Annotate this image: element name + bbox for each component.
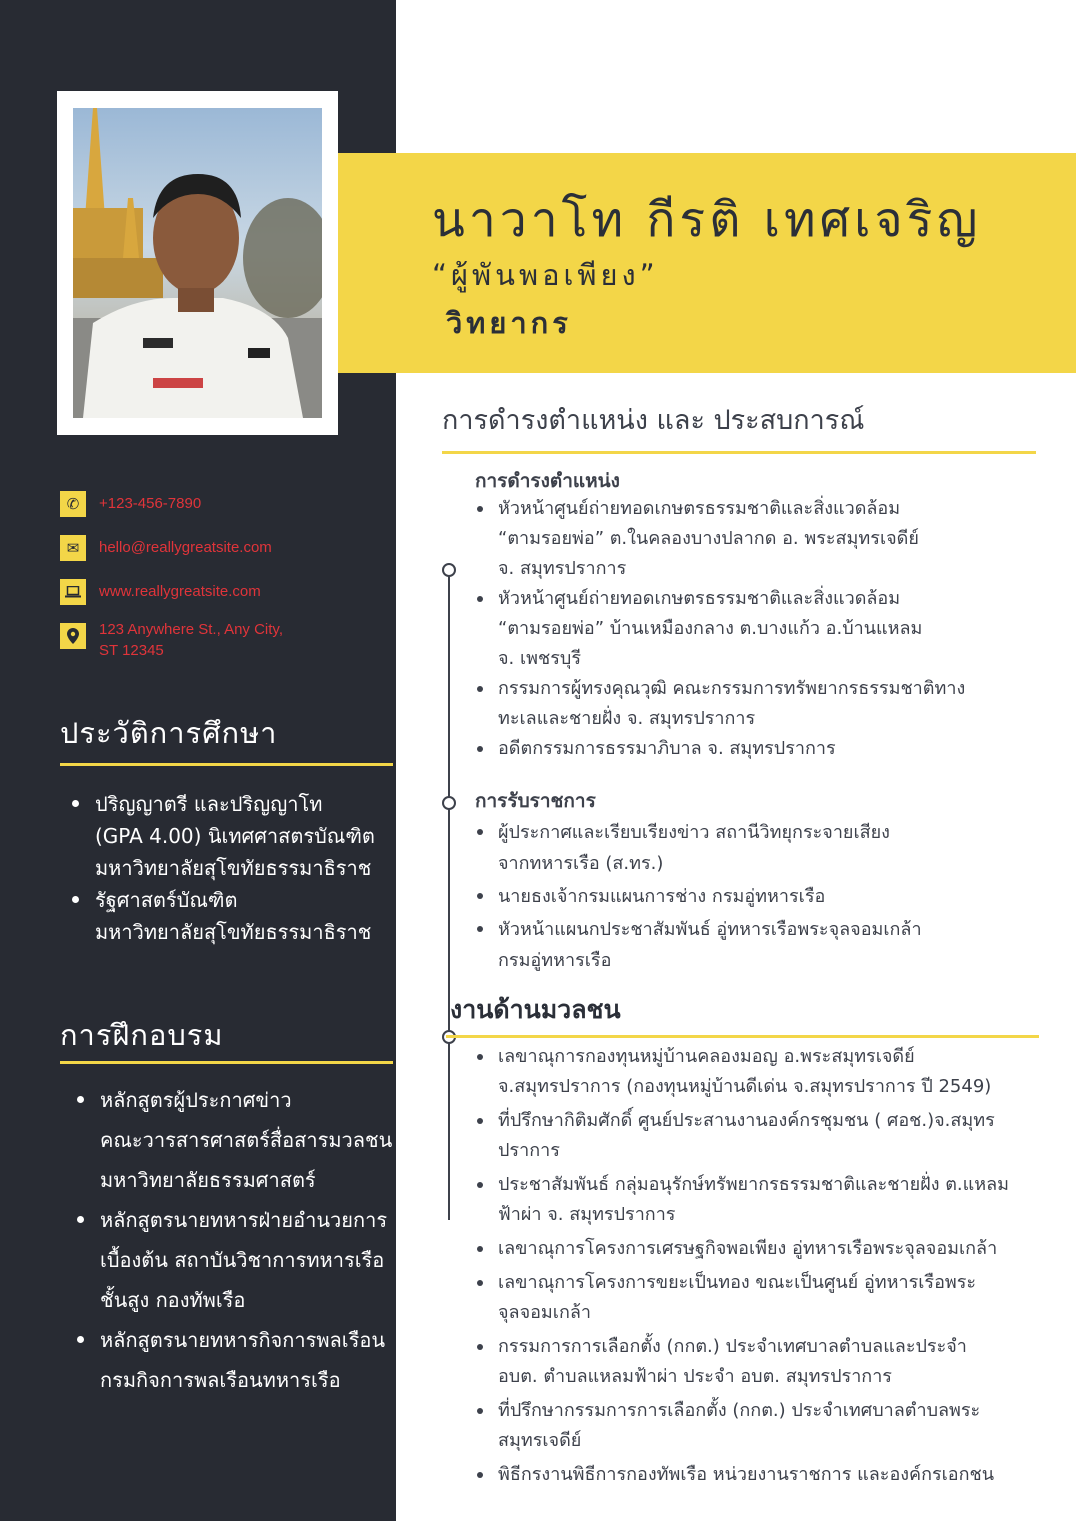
- list-item: หลักสูตรนายทหารฝ่ายอำนวยการ เบื้องต้น สถาบันวิชาการทหารเรือ ชั้นสูง กองทัพเรือ: [75, 1200, 390, 1320]
- list-item: หัวหน้าศูนย์ถ่ายทอดเกษตรธรรมชาติและสิ่งแวดล้อม “ตามรอยพ่อ” บ้านเหมืองกลาง ต.บางแก้ว อ.บ้านแหลม จ. เพชรบุรี: [475, 584, 1065, 674]
- website-text[interactable]: www.reallygreatsite.com: [99, 583, 261, 600]
- contact-website: [60, 579, 380, 605]
- list-item: ปริญญาตรี และปริญญาโท (GPA 4.00) นิเทศศาสตรบัณฑิต มหาวิทยาลัยสุโขทัยธรรมาธิราช: [70, 788, 390, 884]
- list-item: ผู้ประกาศและเรียบเรียงข่าว สถานีวิทยุกระจายเสียง จากทหารเรือ (ส.ทร.): [475, 817, 1065, 879]
- media-list: [475, 1042, 1065, 1490]
- experience-divider: [442, 451, 1036, 454]
- profile-photo: [73, 108, 322, 418]
- list-item: นายธงเจ้ากรมแผนการช่าง กรมอู่ทหารเรือ: [475, 881, 1065, 912]
- list-item: กรรมการการเลือกตั้ง (กกต.) ประจำเทศบาลตำบลและประจำ อบต. ตำบลแหลมฟ้าผ่า ประจำ อบต. สมุทรปราการ: [475, 1332, 1065, 1392]
- list-item: กรรมการผู้ทรงคุณวุฒิ คณะกรรมการทรัพยากรธรรมชาติทาง ทะเลและชายฝั่ง จ. สมุทรปราการ: [475, 674, 1065, 734]
- timeline-dot: [442, 563, 456, 577]
- timeline-line: [448, 570, 450, 1220]
- education-divider: [60, 763, 393, 766]
- mail-icon: ✉: [60, 535, 86, 561]
- person-name: นาวาโท กีรติ เทศเจริญ: [432, 192, 982, 248]
- service-heading: การรับราชการ: [475, 790, 596, 812]
- timeline-dot: [442, 796, 456, 810]
- training-heading: การฝึกอบรม: [60, 1018, 224, 1052]
- profile-photo-frame: [57, 91, 338, 435]
- address-text: 123 Anywhere St., Any City, ST 12345: [99, 621, 283, 659]
- training-divider: [60, 1061, 393, 1064]
- email-text[interactable]: hello@reallygreatsite.com: [99, 539, 272, 556]
- positions-heading: การดำรงตำแหน่ง: [475, 470, 620, 492]
- contact-phone: [60, 491, 380, 517]
- person-role: วิทยากร: [446, 306, 572, 340]
- phone-icon: ✆: [60, 491, 86, 517]
- list-item: ที่ปรึกษากิติมศักดิ์ ศูนย์ประสานงานองค์กรชุมชน ( ศอช.)จ.สมุทร ปราการ: [475, 1106, 1065, 1166]
- list-item: อดีตกรรมการธรรมาภิบาล จ. สมุทรปราการ: [475, 734, 1065, 764]
- contact-email: [60, 535, 380, 561]
- education-list: [70, 788, 390, 948]
- list-item: เลขาณุการกองทุนหมู่บ้านคลองมอญ อ.พระสมุทรเจดีย์ จ.สมุทรปราการ (กองทุนหมู่บ้านดีเด่น จ.สมุทรปราการ ปี 2549): [475, 1042, 1065, 1102]
- list-item: ประชาสัมพันธ์ กลุ่มอนุรักษ์ทรัพยากรธรรมชาติและชายฝั่ง ต.แหลม ฟ้าผ่า จ. สมุทรปราการ: [475, 1170, 1065, 1230]
- media-divider: [446, 1035, 1039, 1038]
- education-heading: ประวัติการศึกษา: [60, 716, 278, 750]
- list-item: เลขาณุการโครงการขยะเป็นทอง ขณะเป็นศูนย์ อู่ทหารเรือพระ จุลจอมเกล้า: [475, 1268, 1065, 1328]
- contact-address: [60, 623, 380, 661]
- service-list: [475, 817, 1065, 976]
- list-item: ที่ปรึกษากรรมการการเลือกตั้ง (กกต.) ประจำเทศบาลตำบลพระ สมุทรเจดีย์: [475, 1396, 1065, 1456]
- list-item: หัวหน้าแผนกประชาสัมพันธ์ อู่ทหารเรือพระจุลจอมเกล้า กรมอู่ทหารเรือ: [475, 914, 1065, 976]
- phone-text[interactable]: +123-456-7890: [99, 495, 202, 512]
- person-nickname: “ผู้พันพอเพียง”: [432, 258, 659, 292]
- list-item: เลขาณุการโครงการเศรษฐกิจพอเพียง อู่ทหารเรือพระจุลจอมเกล้า: [475, 1234, 1065, 1264]
- training-list: [75, 1080, 393, 1400]
- laptop-icon: [60, 579, 86, 605]
- list-item: หลักสูตรผู้ประกาศข่าว คณะวารสารศาสตร์สื่อสารมวลชน มหาวิทยาลัยธรรมศาสตร์: [75, 1080, 390, 1200]
- positions-list: [475, 494, 1065, 764]
- list-item: หลักสูตรนายทหารกิจการพลเรือน กรมกิจการพลเรือนทหารเรือ: [75, 1320, 390, 1400]
- location-pin-icon: [60, 623, 86, 649]
- experience-heading: การดำรงตำแหน่ง และ ประสบการณ์: [442, 405, 865, 436]
- list-item: พิธีกรงานพิธีการกองทัพเรือ หน่วยงานราชการ และองค์กรเอกชน: [475, 1460, 1065, 1490]
- list-item: รัฐศาสตร์บัณฑิต มหาวิทยาลัยสุโขทัยธรรมาธิราช: [70, 884, 390, 948]
- list-item: หัวหน้าศูนย์ถ่ายทอดเกษตรธรรมชาติและสิ่งแวดล้อม “ตามรอยพ่อ” ต.ในคลองบางปลากด อ. พระสมุทรเจดีย์ จ. สมุทรปราการ: [475, 494, 1065, 584]
- media-heading: งานด้านมวลชน: [450, 995, 621, 1024]
